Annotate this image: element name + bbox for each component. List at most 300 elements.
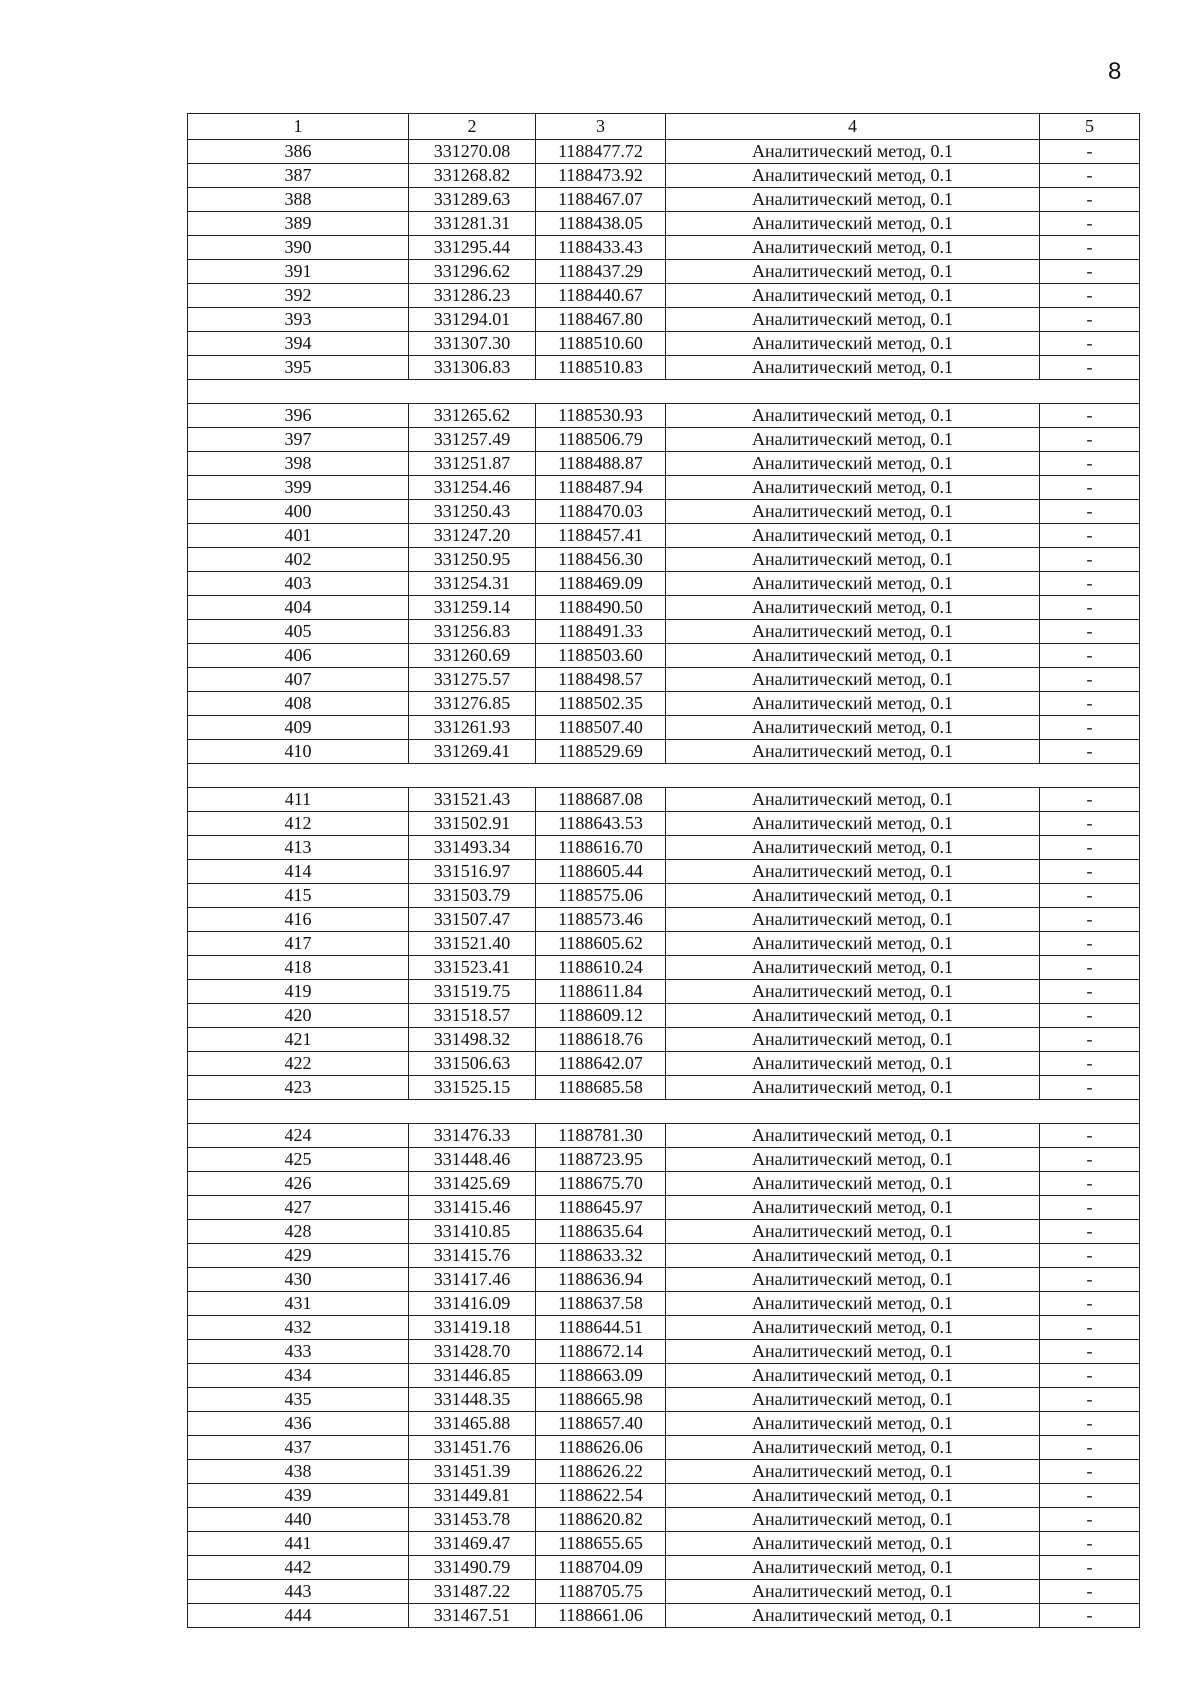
point-number-cell: 415 xyxy=(188,884,409,908)
x-coordinate-cell: 331415.76 xyxy=(409,1244,536,1268)
description-cell: - xyxy=(1040,1052,1140,1076)
method-cell: Аналитический метод, 0.1 xyxy=(666,1604,1040,1628)
point-number-cell: 417 xyxy=(188,932,409,956)
point-number-cell: 434 xyxy=(188,1364,409,1388)
method-cell: Аналитический метод, 0.1 xyxy=(666,260,1040,284)
description-cell: - xyxy=(1040,956,1140,980)
description-cell: - xyxy=(1040,236,1140,260)
table-row xyxy=(188,476,1140,500)
method-cell: Аналитический метод, 0.1 xyxy=(666,668,1040,692)
y-coordinate-cell: 1188687.08 xyxy=(536,788,666,812)
y-coordinate-cell: 1188618.76 xyxy=(536,1028,666,1052)
method-cell: Аналитический метод, 0.1 xyxy=(666,884,1040,908)
method-cell: Аналитический метод, 0.1 xyxy=(666,1508,1040,1532)
page-number: 8 xyxy=(1108,58,1122,85)
description-cell: - xyxy=(1040,308,1140,332)
description-cell: - xyxy=(1040,596,1140,620)
description-cell: - xyxy=(1040,188,1140,212)
point-number-cell: 423 xyxy=(188,1076,409,1100)
description-cell: - xyxy=(1040,740,1140,764)
y-coordinate-cell: 1188655.65 xyxy=(536,1532,666,1556)
y-coordinate-cell: 1188636.94 xyxy=(536,1268,666,1292)
method-cell: Аналитический метод, 0.1 xyxy=(666,1412,1040,1436)
x-coordinate-cell: 331507.47 xyxy=(409,908,536,932)
y-coordinate-cell: 1188605.62 xyxy=(536,932,666,956)
description-cell: - xyxy=(1040,884,1140,908)
description-cell: - xyxy=(1040,404,1140,428)
point-number-cell: 386 xyxy=(188,140,409,164)
point-number-cell: 414 xyxy=(188,860,409,884)
point-number-cell: 388 xyxy=(188,188,409,212)
table-row xyxy=(188,788,1140,812)
method-cell: Аналитический метод, 0.1 xyxy=(666,956,1040,980)
description-cell: - xyxy=(1040,1484,1140,1508)
point-number-cell: 392 xyxy=(188,284,409,308)
x-coordinate-cell: 331506.63 xyxy=(409,1052,536,1076)
point-number-cell: 420 xyxy=(188,1004,409,1028)
point-number-cell: 441 xyxy=(188,1532,409,1556)
y-coordinate-cell: 1188491.33 xyxy=(536,620,666,644)
y-coordinate-cell: 1188473.92 xyxy=(536,164,666,188)
x-coordinate-cell: 331260.69 xyxy=(409,644,536,668)
y-coordinate-cell: 1188642.07 xyxy=(536,1052,666,1076)
y-coordinate-cell: 1188510.83 xyxy=(536,356,666,380)
method-cell: Аналитический метод, 0.1 xyxy=(666,1388,1040,1412)
table-row xyxy=(188,1604,1140,1628)
x-coordinate-cell: 331416.09 xyxy=(409,1292,536,1316)
description-cell: - xyxy=(1040,1580,1140,1604)
description-cell: - xyxy=(1040,260,1140,284)
table-row xyxy=(188,1412,1140,1436)
y-coordinate-cell: 1188490.50 xyxy=(536,596,666,620)
table-row xyxy=(188,1004,1140,1028)
point-number-cell: 442 xyxy=(188,1556,409,1580)
y-coordinate-cell: 1188609.12 xyxy=(536,1004,666,1028)
point-number-cell: 391 xyxy=(188,260,409,284)
table-row xyxy=(188,956,1140,980)
description-cell: - xyxy=(1040,548,1140,572)
description-cell: - xyxy=(1040,1388,1140,1412)
x-coordinate-cell: 331247.20 xyxy=(409,524,536,548)
x-coordinate-cell: 331257.49 xyxy=(409,428,536,452)
table-row xyxy=(188,1268,1140,1292)
table-row xyxy=(188,1244,1140,1268)
description-cell: - xyxy=(1040,452,1140,476)
point-number-cell: 402 xyxy=(188,548,409,572)
method-cell: Аналитический метод, 0.1 xyxy=(666,596,1040,620)
x-coordinate-cell: 331521.43 xyxy=(409,788,536,812)
point-number-cell: 425 xyxy=(188,1148,409,1172)
x-coordinate-cell: 331415.46 xyxy=(409,1196,536,1220)
method-cell: Аналитический метод, 0.1 xyxy=(666,1052,1040,1076)
method-cell: Аналитический метод, 0.1 xyxy=(666,1484,1040,1508)
description-cell: - xyxy=(1040,1076,1140,1100)
point-number-cell: 399 xyxy=(188,476,409,500)
y-coordinate-cell: 1188605.44 xyxy=(536,860,666,884)
x-coordinate-cell: 331451.76 xyxy=(409,1436,536,1460)
table-row xyxy=(188,1436,1140,1460)
method-cell: Аналитический метод, 0.1 xyxy=(666,1196,1040,1220)
method-cell: Аналитический метод, 0.1 xyxy=(666,1124,1040,1148)
method-cell: Аналитический метод, 0.1 xyxy=(666,1436,1040,1460)
table-row xyxy=(188,452,1140,476)
description-cell: - xyxy=(1040,932,1140,956)
y-coordinate-cell: 1188573.46 xyxy=(536,908,666,932)
y-coordinate-cell: 1188575.06 xyxy=(536,884,666,908)
point-number-cell: 413 xyxy=(188,836,409,860)
table-row xyxy=(188,356,1140,380)
y-coordinate-cell: 1188704.09 xyxy=(536,1556,666,1580)
x-coordinate-cell: 331518.57 xyxy=(409,1004,536,1028)
method-cell: Аналитический метод, 0.1 xyxy=(666,356,1040,380)
table-row xyxy=(188,1172,1140,1196)
description-cell: - xyxy=(1040,1340,1140,1364)
point-number-cell: 428 xyxy=(188,1220,409,1244)
y-coordinate-cell: 1188657.40 xyxy=(536,1412,666,1436)
method-cell: Аналитический метод, 0.1 xyxy=(666,620,1040,644)
table-row xyxy=(188,716,1140,740)
x-coordinate-cell: 331296.62 xyxy=(409,260,536,284)
x-coordinate-cell: 331281.31 xyxy=(409,212,536,236)
x-coordinate-cell: 331250.43 xyxy=(409,500,536,524)
method-cell: Аналитический метод, 0.1 xyxy=(666,1580,1040,1604)
y-coordinate-cell: 1188665.98 xyxy=(536,1388,666,1412)
y-coordinate-cell: 1188633.32 xyxy=(536,1244,666,1268)
point-number-cell: 406 xyxy=(188,644,409,668)
point-number-cell: 408 xyxy=(188,692,409,716)
point-number-cell: 426 xyxy=(188,1172,409,1196)
group-separator-row xyxy=(188,380,1140,404)
description-cell: - xyxy=(1040,1412,1140,1436)
y-coordinate-cell: 1188530.93 xyxy=(536,404,666,428)
description-cell: - xyxy=(1040,1124,1140,1148)
description-cell: - xyxy=(1040,1004,1140,1028)
table-row xyxy=(188,884,1140,908)
y-coordinate-cell: 1188469.09 xyxy=(536,572,666,596)
table-row xyxy=(188,740,1140,764)
description-cell: - xyxy=(1040,476,1140,500)
description-cell: - xyxy=(1040,1532,1140,1556)
point-number-cell: 432 xyxy=(188,1316,409,1340)
y-coordinate-cell: 1188507.40 xyxy=(536,716,666,740)
x-coordinate-cell: 331451.39 xyxy=(409,1460,536,1484)
description-cell: - xyxy=(1040,1316,1140,1340)
point-number-cell: 429 xyxy=(188,1244,409,1268)
y-coordinate-cell: 1188506.79 xyxy=(536,428,666,452)
method-cell: Аналитический метод, 0.1 xyxy=(666,1004,1040,1028)
table-row xyxy=(188,548,1140,572)
table-row xyxy=(188,1052,1140,1076)
method-cell: Аналитический метод, 0.1 xyxy=(666,740,1040,764)
method-cell: Аналитический метод, 0.1 xyxy=(666,908,1040,932)
description-cell: - xyxy=(1040,908,1140,932)
x-coordinate-cell: 331448.35 xyxy=(409,1388,536,1412)
x-coordinate-cell: 331476.33 xyxy=(409,1124,536,1148)
description-cell: - xyxy=(1040,356,1140,380)
point-number-cell: 395 xyxy=(188,356,409,380)
x-coordinate-cell: 331493.34 xyxy=(409,836,536,860)
x-coordinate-cell: 331521.40 xyxy=(409,932,536,956)
method-cell: Аналитический метод, 0.1 xyxy=(666,524,1040,548)
y-coordinate-cell: 1188529.69 xyxy=(536,740,666,764)
x-coordinate-cell: 331428.70 xyxy=(409,1340,536,1364)
x-coordinate-cell: 331449.81 xyxy=(409,1484,536,1508)
x-coordinate-cell: 331519.75 xyxy=(409,980,536,1004)
point-number-cell: 390 xyxy=(188,236,409,260)
method-cell: Аналитический метод, 0.1 xyxy=(666,308,1040,332)
group-separator-cell xyxy=(188,380,1140,404)
table-row xyxy=(188,980,1140,1004)
point-number-cell: 387 xyxy=(188,164,409,188)
table-row xyxy=(188,1292,1140,1316)
method-cell: Аналитический метод, 0.1 xyxy=(666,812,1040,836)
point-number-cell: 393 xyxy=(188,308,409,332)
description-cell: - xyxy=(1040,620,1140,644)
x-coordinate-cell: 331446.85 xyxy=(409,1364,536,1388)
y-coordinate-cell: 1188622.54 xyxy=(536,1484,666,1508)
x-coordinate-cell: 331295.44 xyxy=(409,236,536,260)
y-coordinate-cell: 1188685.58 xyxy=(536,1076,666,1100)
method-cell: Аналитический метод, 0.1 xyxy=(666,212,1040,236)
x-coordinate-cell: 331425.69 xyxy=(409,1172,536,1196)
group-separator-cell xyxy=(188,1100,1140,1124)
description-cell: - xyxy=(1040,716,1140,740)
y-coordinate-cell: 1188457.41 xyxy=(536,524,666,548)
table-row xyxy=(188,1460,1140,1484)
y-coordinate-cell: 1188644.51 xyxy=(536,1316,666,1340)
x-coordinate-cell: 331268.82 xyxy=(409,164,536,188)
description-cell: - xyxy=(1040,1292,1140,1316)
method-cell: Аналитический метод, 0.1 xyxy=(666,692,1040,716)
description-cell: - xyxy=(1040,1460,1140,1484)
y-coordinate-cell: 1188502.35 xyxy=(536,692,666,716)
y-coordinate-cell: 1188487.94 xyxy=(536,476,666,500)
method-cell: Аналитический метод, 0.1 xyxy=(666,164,1040,188)
point-number-cell: 438 xyxy=(188,1460,409,1484)
y-coordinate-cell: 1188675.70 xyxy=(536,1172,666,1196)
point-number-cell: 396 xyxy=(188,404,409,428)
method-cell: Аналитический метод, 0.1 xyxy=(666,644,1040,668)
y-coordinate-cell: 1188456.30 xyxy=(536,548,666,572)
point-number-cell: 389 xyxy=(188,212,409,236)
x-coordinate-cell: 331419.18 xyxy=(409,1316,536,1340)
point-number-cell: 410 xyxy=(188,740,409,764)
point-number-cell: 418 xyxy=(188,956,409,980)
x-coordinate-cell: 331250.95 xyxy=(409,548,536,572)
y-coordinate-cell: 1188637.58 xyxy=(536,1292,666,1316)
point-number-cell: 407 xyxy=(188,668,409,692)
table-row xyxy=(188,1556,1140,1580)
description-cell: - xyxy=(1040,1220,1140,1244)
x-coordinate-cell: 331276.85 xyxy=(409,692,536,716)
y-coordinate-cell: 1188645.97 xyxy=(536,1196,666,1220)
method-cell: Аналитический метод, 0.1 xyxy=(666,140,1040,164)
x-coordinate-cell: 331294.01 xyxy=(409,308,536,332)
point-number-cell: 404 xyxy=(188,596,409,620)
x-coordinate-cell: 331259.14 xyxy=(409,596,536,620)
y-coordinate-cell: 1188611.84 xyxy=(536,980,666,1004)
table-row xyxy=(188,1388,1140,1412)
table-row xyxy=(188,1580,1140,1604)
header-col-3: 3 xyxy=(536,114,666,140)
table-row xyxy=(188,596,1140,620)
x-coordinate-cell: 331516.97 xyxy=(409,860,536,884)
y-coordinate-cell: 1188438.05 xyxy=(536,212,666,236)
description-cell: - xyxy=(1040,284,1140,308)
x-coordinate-cell: 331417.46 xyxy=(409,1268,536,1292)
description-cell: - xyxy=(1040,836,1140,860)
method-cell: Аналитический метод, 0.1 xyxy=(666,788,1040,812)
x-coordinate-cell: 331487.22 xyxy=(409,1580,536,1604)
y-coordinate-cell: 1188626.22 xyxy=(536,1460,666,1484)
table-row xyxy=(188,1076,1140,1100)
y-coordinate-cell: 1188723.95 xyxy=(536,1148,666,1172)
method-cell: Аналитический метод, 0.1 xyxy=(666,860,1040,884)
description-cell: - xyxy=(1040,500,1140,524)
x-coordinate-cell: 331265.62 xyxy=(409,404,536,428)
point-number-cell: 439 xyxy=(188,1484,409,1508)
y-coordinate-cell: 1188705.75 xyxy=(536,1580,666,1604)
description-cell: - xyxy=(1040,1028,1140,1052)
method-cell: Аналитический метод, 0.1 xyxy=(666,548,1040,572)
point-number-cell: 443 xyxy=(188,1580,409,1604)
description-cell: - xyxy=(1040,812,1140,836)
description-cell: - xyxy=(1040,1268,1140,1292)
y-coordinate-cell: 1188781.30 xyxy=(536,1124,666,1148)
point-number-cell: 394 xyxy=(188,332,409,356)
y-coordinate-cell: 1188470.03 xyxy=(536,500,666,524)
y-coordinate-cell: 1188467.07 xyxy=(536,188,666,212)
x-coordinate-cell: 331256.83 xyxy=(409,620,536,644)
table-body xyxy=(188,140,1140,1628)
y-coordinate-cell: 1188635.64 xyxy=(536,1220,666,1244)
description-cell: - xyxy=(1040,860,1140,884)
description-cell: - xyxy=(1040,332,1140,356)
group-separator-row xyxy=(188,764,1140,788)
method-cell: Аналитический метод, 0.1 xyxy=(666,1292,1040,1316)
y-coordinate-cell: 1188498.57 xyxy=(536,668,666,692)
method-cell: Аналитический метод, 0.1 xyxy=(666,980,1040,1004)
method-cell: Аналитический метод, 0.1 xyxy=(666,1340,1040,1364)
method-cell: Аналитический метод, 0.1 xyxy=(666,1532,1040,1556)
point-number-cell: 440 xyxy=(188,1508,409,1532)
description-cell: - xyxy=(1040,1172,1140,1196)
x-coordinate-cell: 331270.08 xyxy=(409,140,536,164)
y-coordinate-cell: 1188488.87 xyxy=(536,452,666,476)
table-row xyxy=(188,932,1140,956)
table-row xyxy=(188,284,1140,308)
table-row xyxy=(188,188,1140,212)
table-row xyxy=(188,500,1140,524)
y-coordinate-cell: 1188661.06 xyxy=(536,1604,666,1628)
table-row xyxy=(188,1028,1140,1052)
point-number-cell: 416 xyxy=(188,908,409,932)
table-row xyxy=(188,1196,1140,1220)
method-cell: Аналитический метод, 0.1 xyxy=(666,500,1040,524)
method-cell: Аналитический метод, 0.1 xyxy=(666,1172,1040,1196)
description-cell: - xyxy=(1040,692,1140,716)
point-number-cell: 412 xyxy=(188,812,409,836)
header-col-4: 4 xyxy=(666,114,1040,140)
x-coordinate-cell: 331261.93 xyxy=(409,716,536,740)
method-cell: Аналитический метод, 0.1 xyxy=(666,1316,1040,1340)
x-coordinate-cell: 331275.57 xyxy=(409,668,536,692)
table-row xyxy=(188,260,1140,284)
coordinates-table xyxy=(187,113,1140,1628)
method-cell: Аналитический метод, 0.1 xyxy=(666,236,1040,260)
method-cell: Аналитический метод, 0.1 xyxy=(666,332,1040,356)
table-header xyxy=(188,114,1140,140)
table-row xyxy=(188,836,1140,860)
point-number-cell: 419 xyxy=(188,980,409,1004)
point-number-cell: 436 xyxy=(188,1412,409,1436)
x-coordinate-cell: 331306.83 xyxy=(409,356,536,380)
method-cell: Аналитический метод, 0.1 xyxy=(666,1460,1040,1484)
x-coordinate-cell: 331502.91 xyxy=(409,812,536,836)
table-row xyxy=(188,308,1140,332)
x-coordinate-cell: 331469.47 xyxy=(409,1532,536,1556)
method-cell: Аналитический метод, 0.1 xyxy=(666,404,1040,428)
point-number-cell: 427 xyxy=(188,1196,409,1220)
x-coordinate-cell: 331251.87 xyxy=(409,452,536,476)
point-number-cell: 403 xyxy=(188,572,409,596)
description-cell: - xyxy=(1040,1196,1140,1220)
point-number-cell: 433 xyxy=(188,1340,409,1364)
table-row xyxy=(188,644,1140,668)
method-cell: Аналитический метод, 0.1 xyxy=(666,1244,1040,1268)
point-number-cell: 401 xyxy=(188,524,409,548)
point-number-cell: 421 xyxy=(188,1028,409,1052)
header-row xyxy=(188,114,1140,140)
method-cell: Аналитический метод, 0.1 xyxy=(666,1148,1040,1172)
method-cell: Аналитический метод, 0.1 xyxy=(666,572,1040,596)
y-coordinate-cell: 1188477.72 xyxy=(536,140,666,164)
y-coordinate-cell: 1188620.82 xyxy=(536,1508,666,1532)
description-cell: - xyxy=(1040,140,1140,164)
x-coordinate-cell: 331465.88 xyxy=(409,1412,536,1436)
description-cell: - xyxy=(1040,212,1140,236)
method-cell: Аналитический метод, 0.1 xyxy=(666,836,1040,860)
x-coordinate-cell: 331498.32 xyxy=(409,1028,536,1052)
point-number-cell: 397 xyxy=(188,428,409,452)
group-separator-cell xyxy=(188,764,1140,788)
description-cell: - xyxy=(1040,1244,1140,1268)
table-row xyxy=(188,1148,1140,1172)
table-row xyxy=(188,524,1140,548)
x-coordinate-cell: 331410.85 xyxy=(409,1220,536,1244)
method-cell: Аналитический метод, 0.1 xyxy=(666,1556,1040,1580)
point-number-cell: 409 xyxy=(188,716,409,740)
table-row xyxy=(188,908,1140,932)
description-cell: - xyxy=(1040,1436,1140,1460)
y-coordinate-cell: 1188467.80 xyxy=(536,308,666,332)
table-row xyxy=(188,860,1140,884)
x-coordinate-cell: 331269.41 xyxy=(409,740,536,764)
table-row xyxy=(188,332,1140,356)
table-row xyxy=(188,1364,1140,1388)
x-coordinate-cell: 331286.23 xyxy=(409,284,536,308)
description-cell: - xyxy=(1040,572,1140,596)
method-cell: Аналитический метод, 0.1 xyxy=(666,716,1040,740)
method-cell: Аналитический метод, 0.1 xyxy=(666,1364,1040,1388)
description-cell: - xyxy=(1040,788,1140,812)
description-cell: - xyxy=(1040,428,1140,452)
table-row xyxy=(188,1220,1140,1244)
table-row xyxy=(188,1532,1140,1556)
table-row xyxy=(188,1340,1140,1364)
description-cell: - xyxy=(1040,980,1140,1004)
table-row xyxy=(188,1484,1140,1508)
